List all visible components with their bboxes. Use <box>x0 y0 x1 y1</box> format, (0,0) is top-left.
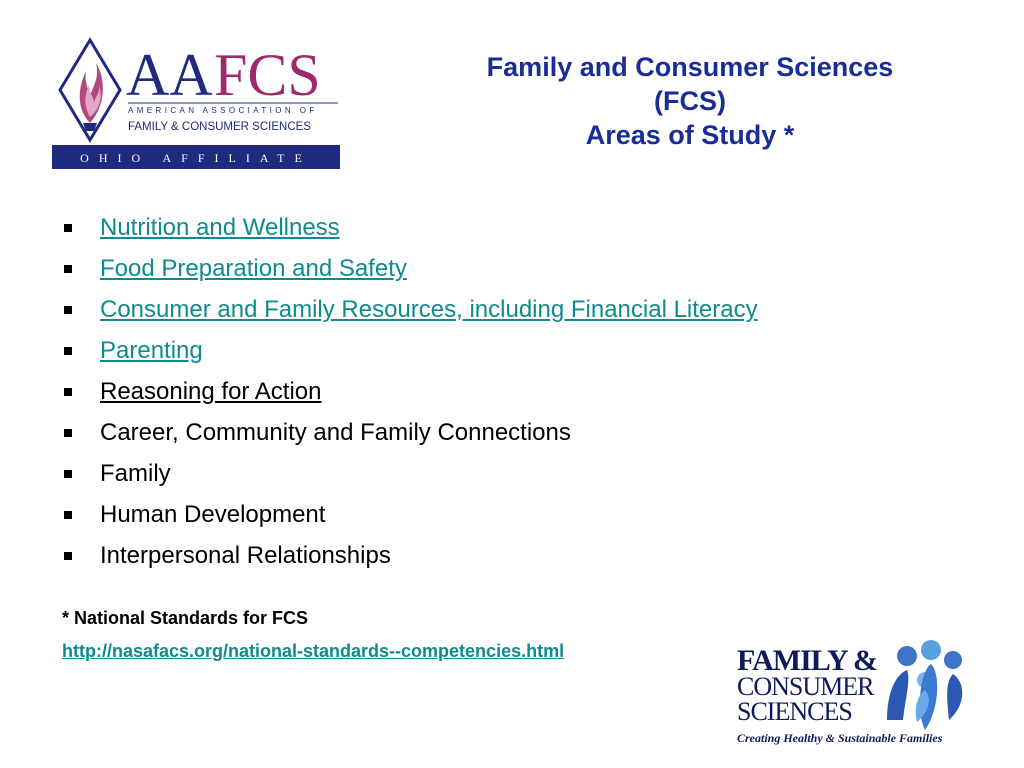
bullet-icon <box>64 388 72 396</box>
aafcs-aa-text: AA <box>126 42 213 108</box>
fcs-logo-line2: CONSUMER <box>737 672 874 701</box>
fcs-logo <box>735 640 985 750</box>
area-interpersonal-relationships: Interpersonal Relationships <box>100 542 391 569</box>
bullet-icon <box>64 511 72 519</box>
area-human-development: Human Development <box>100 501 326 528</box>
area-link-reasoning-for-action[interactable]: Reasoning for Action <box>100 378 322 405</box>
area-link-parenting[interactable]: Parenting <box>100 337 203 364</box>
bullet-icon <box>64 265 72 273</box>
family-figures-icon <box>887 640 962 730</box>
aafcs-line1: AMERICAN ASSOCIATION OF <box>128 106 318 115</box>
area-link-nutrition-wellness[interactable]: Nutrition and Wellness <box>100 214 340 241</box>
aafcs-logo <box>50 33 342 170</box>
aafcs-affiliate: OHIO AFFILIATE <box>80 151 312 165</box>
areas-list <box>62 210 758 579</box>
list-item <box>62 497 758 538</box>
standards-url-link[interactable]: http://nasafacs.org/national-standards--competencies.html <box>62 641 565 661</box>
title-line-3: Areas of Study * <box>585 120 795 150</box>
aafcs-line2: FAMILY & CONSUMER SCIENCES <box>128 121 311 133</box>
list-item <box>62 456 758 497</box>
area-link-consumer-resources[interactable]: Consumer and Family Resources, including Financial Literacy <box>100 296 758 323</box>
area-link-food-preparation[interactable]: Food Preparation and Safety <box>100 255 407 282</box>
fcs-logo-tagline: Creating Healthy & Sustainable Families <box>737 731 943 745</box>
list-item <box>62 210 758 251</box>
bullet-icon <box>64 306 72 314</box>
list-item <box>62 374 758 415</box>
fcs-logo-line1: FAMILY & <box>737 644 878 677</box>
bullet-icon <box>64 470 72 478</box>
aafcs-fcs-text: FCS <box>214 42 321 108</box>
fcs-logo-line3: SCIENCES <box>737 697 852 726</box>
bullet-icon <box>64 429 72 437</box>
list-item <box>62 538 758 579</box>
title-line-2: (FCS) <box>654 86 726 116</box>
bullet-icon <box>64 552 72 560</box>
area-career-community: Career, Community and Family Connections <box>100 419 571 446</box>
list-item <box>62 333 758 374</box>
list-item <box>62 292 758 333</box>
flame-icon <box>80 63 103 131</box>
bullet-icon <box>64 347 72 355</box>
title-line-1: Family and Consumer Sciences <box>486 52 894 82</box>
list-item <box>62 251 758 292</box>
footnote-text: * National Standards for FCS <box>62 608 309 628</box>
list-item <box>62 415 758 456</box>
area-family: Family <box>100 460 171 487</box>
page-title <box>430 50 950 152</box>
bullet-icon <box>64 224 72 232</box>
